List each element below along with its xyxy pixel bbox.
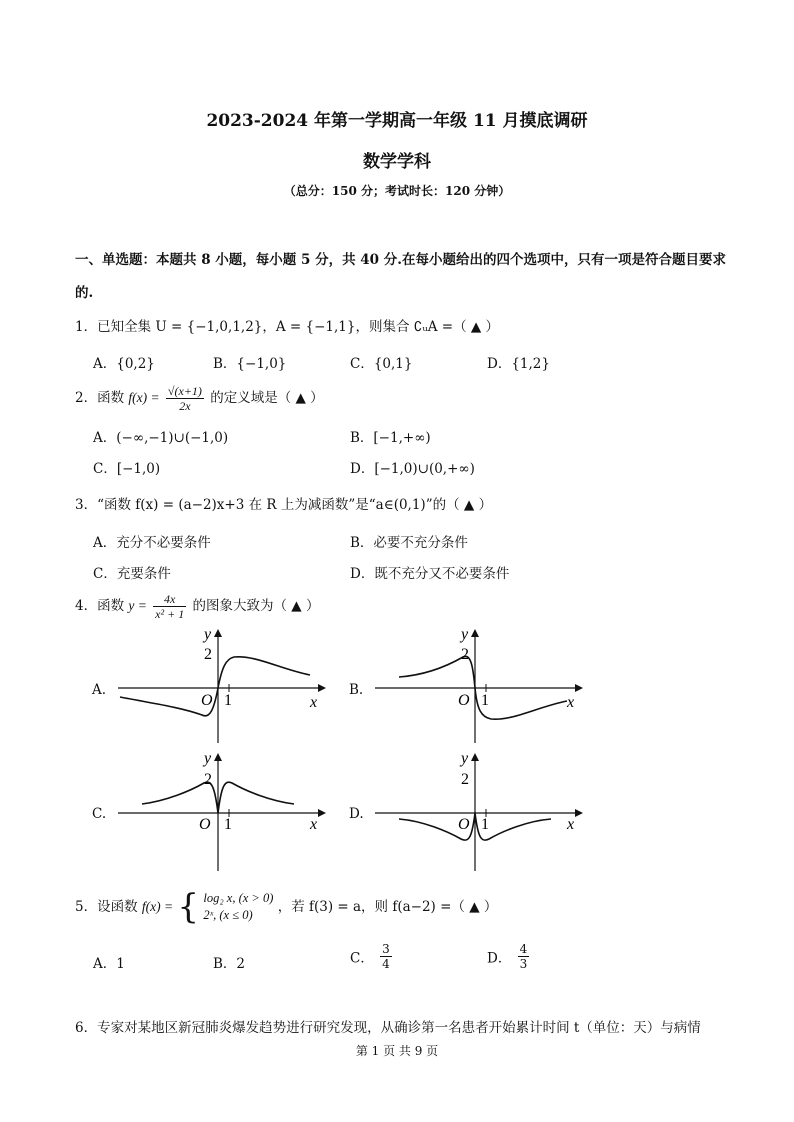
graph-b-two-label: 2 xyxy=(461,646,469,663)
q4-option-a: A. xyxy=(92,682,107,698)
q5-option-c-label: C． xyxy=(350,950,374,967)
graph-a-one-label: 1 xyxy=(224,692,232,709)
section-heading: 一、单选题：本题共 8 小题，每小题 5 分，共 40 分.在每小题给出的四个选项中，只有一项是符合题目要求 xyxy=(75,252,726,268)
q2-option-c: C．[−1,0) xyxy=(93,461,161,477)
graph-a xyxy=(110,625,330,745)
q1-option-d: D．{1,2} xyxy=(487,356,550,372)
q4-option-b: B. xyxy=(349,682,364,698)
graph-b-origin-label: O xyxy=(458,692,470,709)
q5-prefix: 5．设函数 xyxy=(75,899,138,915)
graph-c-two-label: 2 xyxy=(204,771,212,788)
q5-option-d xyxy=(487,942,531,971)
question-3: 3．“函数 f(x) = (a−2)x+3 在 R 上为减函数”是“a∈(0,1)”的（ ▲ ） xyxy=(75,497,493,513)
q5-d-denominator: 3 xyxy=(519,957,528,971)
graph-d-y-label: y xyxy=(461,750,469,767)
exam-title: 2023-2024 年第一学期高一年级 11 月摸底调研 xyxy=(206,111,588,131)
q1-option-a: A．{0,2} xyxy=(93,356,155,372)
graph-a-origin-label: O xyxy=(201,692,213,709)
q5-c-denominator: 4 xyxy=(382,957,390,971)
graph-b xyxy=(367,625,587,745)
exam-info: （总分：150 分；考试时长：120 分钟） xyxy=(283,184,511,198)
q4-numerator: 4x xyxy=(153,592,186,607)
q3-option-c: C．充要条件 xyxy=(93,566,171,582)
q5-option-d-label: D． xyxy=(487,950,512,967)
q5-option-a: A．1 xyxy=(93,956,125,972)
graph-c-y-label: y xyxy=(204,750,212,767)
subject-title: 数学学科 xyxy=(363,152,431,172)
q4-denominator: x² + 1 xyxy=(155,607,185,621)
graph-d-origin-label: O xyxy=(458,816,470,833)
q4-suffix: 的图象大致为（ ▲ ） xyxy=(192,598,320,614)
graph-c xyxy=(110,749,330,874)
q5-function: f(x) = xyxy=(141,899,174,914)
q3-option-d: D．既不充分又不必要条件 xyxy=(350,566,510,582)
graph-c-one-label: 1 xyxy=(224,816,232,833)
graph-b-x-label: x xyxy=(567,694,575,711)
question-5 xyxy=(75,887,498,927)
q2-numerator: √(x+1) xyxy=(167,384,202,398)
q5-case-1: log₂ x, (x > 0) xyxy=(203,891,274,905)
graph-d-x-label: x xyxy=(567,816,575,833)
q5-case-2: 2ˣ, (x ≤ 0) xyxy=(203,908,253,922)
question-4 xyxy=(75,592,319,621)
q2-option-b: B．[−1,+∞) xyxy=(350,430,431,446)
q2-prefix: 2．函数 xyxy=(75,390,125,406)
q3-option-b: B．必要不充分条件 xyxy=(350,535,468,551)
q2-option-a: A．(−∞,−1)∪(−1,0) xyxy=(93,430,229,446)
q2-fraction xyxy=(166,384,204,413)
graph-a-x-label: x xyxy=(310,694,318,711)
q5-suffix: ，若 f(3) = a，则 f(a−2) =（ ▲ ） xyxy=(277,899,498,915)
q5-option-b: B．2 xyxy=(213,956,246,972)
q2-function: f(x) = xyxy=(128,390,160,405)
graph-c-origin-label: O xyxy=(199,816,211,833)
graph-b-one-label: 1 xyxy=(481,692,489,709)
q4-prefix: 4．函数 xyxy=(75,598,125,614)
graph-a-y-label: y xyxy=(204,626,212,643)
q4-option-d: D. xyxy=(349,806,364,822)
q5-option-c-fraction xyxy=(380,942,392,971)
q5-option-d-fraction xyxy=(518,942,530,971)
q5-c-numerator: 3 xyxy=(382,942,390,956)
graph-d xyxy=(367,749,587,874)
q2-option-d: D．[−1,0)∪(0,+∞) xyxy=(350,461,475,477)
graph-a-two-label: 2 xyxy=(204,646,212,663)
q2-suffix: 的定义域是（ ▲ ） xyxy=(210,390,324,406)
q2-denominator: 2x xyxy=(179,399,191,413)
q5-cases xyxy=(203,890,273,924)
question-1: 1．已知全集 U = {−1,0,1,2}，A = {−1,1}，则集合 ∁ᵤA =（ ▲ ） xyxy=(75,319,500,335)
q3-option-a: A．充分不必要条件 xyxy=(93,535,211,551)
section-heading-cont: 的. xyxy=(75,285,94,301)
q5-d-numerator: 4 xyxy=(519,942,528,956)
question-6: 6．专家对某地区新冠肺炎爆发趋势进行研究发现，从确诊第一名患者开始累计时间 t（单位：天）与病情 xyxy=(75,1020,701,1036)
q5-option-c xyxy=(350,942,394,971)
graph-d-two-label: 2 xyxy=(461,771,469,788)
question-2 xyxy=(75,384,324,413)
graph-b-y-label: y xyxy=(461,626,469,643)
q1-option-c: C．{0,1} xyxy=(350,356,413,372)
q4-fraction xyxy=(153,592,186,621)
graph-d-one-label: 1 xyxy=(481,816,489,833)
page-number: 第 1 页 共 9 页 xyxy=(355,1044,439,1058)
q5-brace: { xyxy=(177,887,200,927)
graph-c-x-label: x xyxy=(310,816,318,833)
q4-option-c: C. xyxy=(92,806,107,822)
q4-function: y = xyxy=(128,598,147,613)
q1-option-b: B．{−1,0} xyxy=(213,356,287,372)
